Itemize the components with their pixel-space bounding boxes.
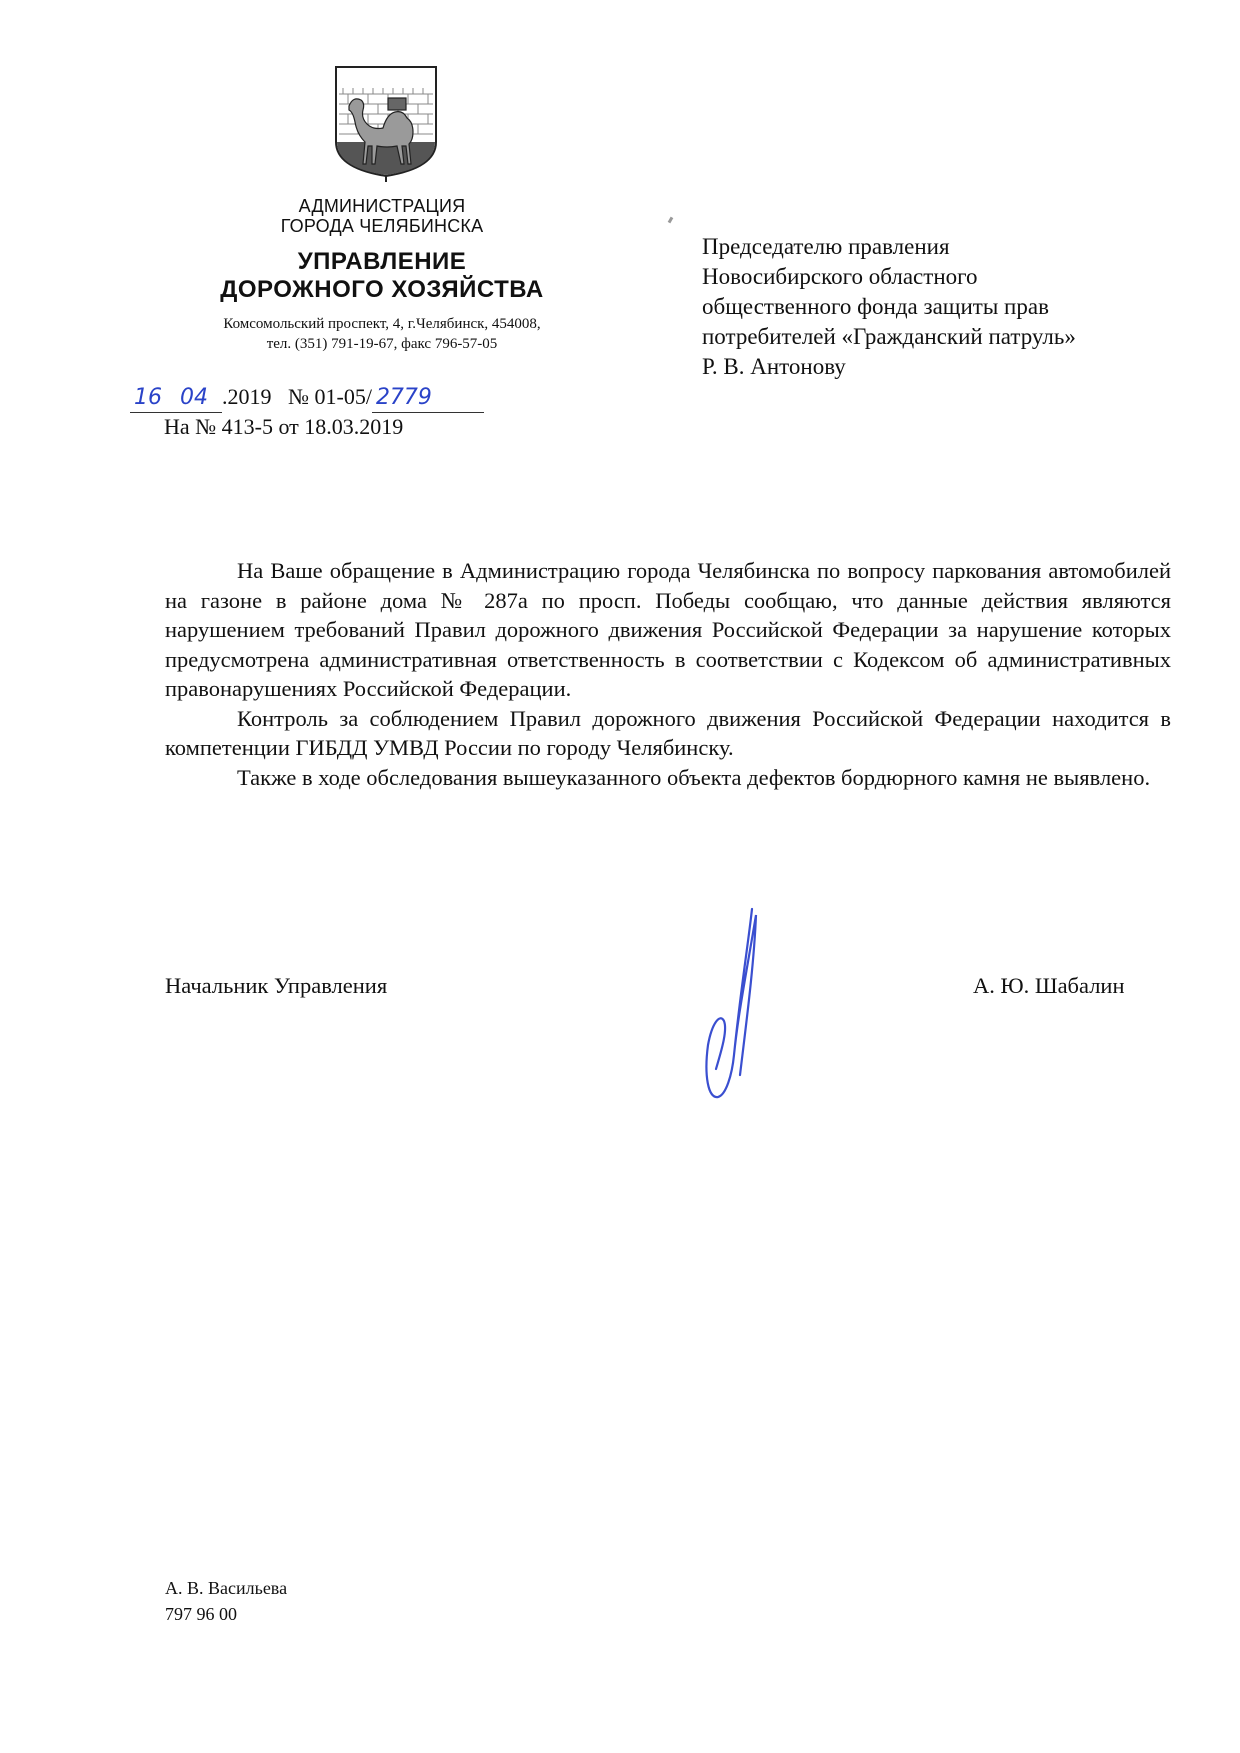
recipient-block (702, 232, 1076, 382)
scan-artifact (668, 217, 674, 224)
contact-line: тел. (351) 791-19-67, факс 796-57-05 (266, 336, 498, 352)
signer-position: Начальник Управления (165, 973, 388, 998)
handwritten-signature (690, 905, 780, 1105)
recipient-line: Новосибирского областного (702, 264, 978, 289)
address-line: Комсомольский проспект, 4, г.Челябинск, 454008, (223, 316, 541, 332)
recipient-line: Председателю правления (702, 234, 950, 259)
letterhead (160, 196, 604, 354)
executor-name: А. В. Васильева (165, 1578, 288, 1598)
recipient-line: Р. В. Антонову (702, 354, 846, 379)
handwritten-day: 16 (130, 384, 176, 413)
camel-emblem-icon (333, 64, 439, 182)
outgoing-number-line (130, 383, 484, 413)
recipient-line: общественного фонда защиты прав (702, 294, 1049, 319)
in-reply-to: На № 413-5 от 18.03.2019 (164, 414, 404, 439)
department-name-line-1: УПРАВЛЕНИЕ (297, 248, 467, 275)
signer-name: А. Ю. Шабалин (973, 973, 1125, 998)
number-prefix: № 01-05/ (288, 384, 372, 409)
body-paragraph: Также в ходе обследования вышеуказанного объекта дефектов бордюрного камня не выявлено. (237, 764, 1151, 790)
executor-info (165, 1575, 287, 1627)
letter-body (165, 556, 1171, 792)
body-paragraph: На Ваше обращение в Администрацию города Челябинска по вопросу паркования автомобилей на газоне в районе дома № 287а по просп. Победы сообщаю, что данные действия являются нарушением требований Правил дорожного движения Российской Федерации за нарушение которых предусмотрена административная ответственность в соответствии с Кодексом об административных правонарушениях Российской Федерации. (165, 558, 1171, 701)
date-year: .2019 (222, 384, 272, 409)
executor-phone: 797 96 00 (165, 1604, 237, 1624)
department-name-line-2: ДОРОЖНОГО ХОЗЯЙСТВА (220, 276, 544, 303)
recipient-line: потребителей «Гражданский патруль» (702, 324, 1076, 349)
handwritten-number: 2779 (372, 384, 484, 413)
body-paragraph: Контроль за соблюдением Правил дорожного движения Российской Федерации находится в компетенции ГИБДД УМВД России по городу Челябинску. (165, 705, 1171, 760)
city-coat-of-arms (333, 64, 439, 182)
org-name-line-2: ГОРОДА ЧЕЛЯБИНСКА (280, 216, 484, 236)
handwritten-month: 04 (176, 384, 222, 413)
org-name-line-1: АДМИНИСТРАЦИЯ (298, 196, 466, 216)
reference-block (130, 383, 484, 441)
signature-icon (690, 905, 780, 1105)
